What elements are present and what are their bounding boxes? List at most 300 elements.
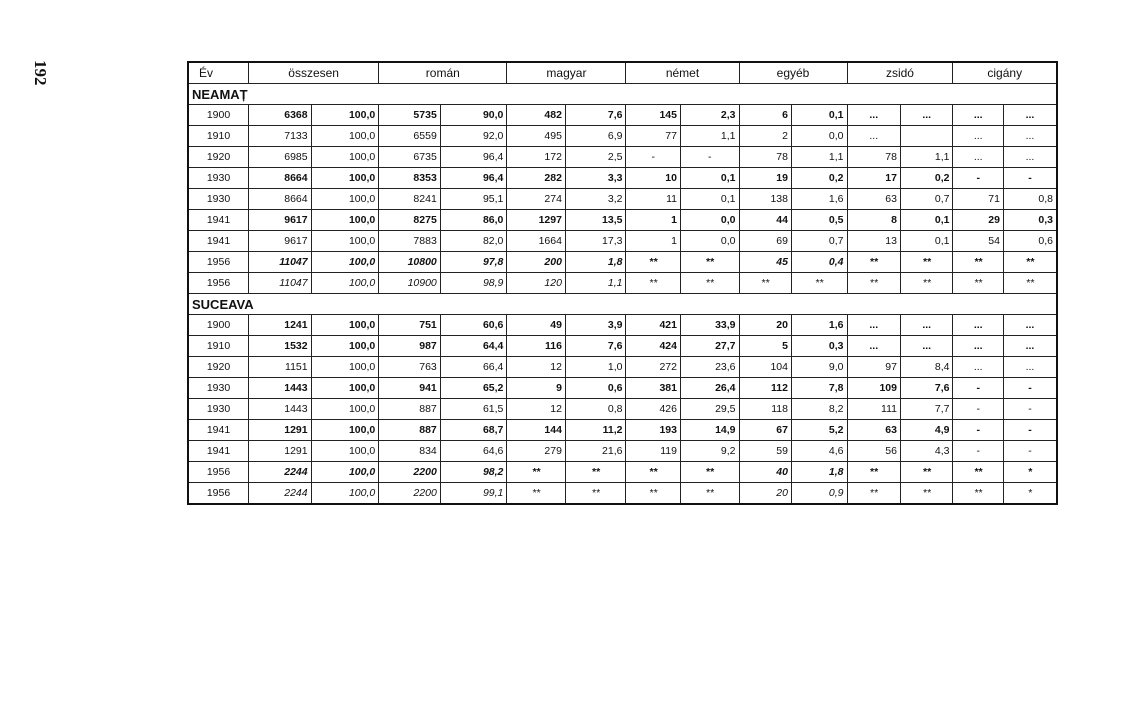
count-cell: 29: [953, 210, 1003, 231]
percent-cell: **: [680, 483, 739, 505]
percent-cell: 0,0: [680, 210, 739, 231]
percent-cell: -: [1003, 441, 1057, 462]
percent-cell: ...: [1003, 126, 1057, 147]
percent-cell: 4,3: [900, 441, 952, 462]
count-cell: 2200: [379, 483, 441, 505]
percent-cell: 3,2: [565, 189, 626, 210]
percent-cell: **: [1003, 273, 1057, 294]
count-cell: 9: [507, 378, 566, 399]
percent-cell: 0,1: [680, 168, 739, 189]
count-cell: 2244: [249, 483, 312, 505]
count-cell: 8: [847, 210, 900, 231]
percent-cell: 7,6: [565, 105, 626, 126]
count-cell: 59: [739, 441, 791, 462]
count-cell: 20: [739, 483, 791, 505]
percent-cell: 2,5: [565, 147, 626, 168]
count-cell: -: [953, 168, 1003, 189]
percent-cell: 98,2: [440, 462, 507, 483]
count-cell: 109: [847, 378, 900, 399]
count-cell: 7133: [249, 126, 312, 147]
percent-cell: 68,7: [440, 420, 507, 441]
percent-cell: 9,0: [791, 357, 847, 378]
percent-cell: 1,8: [791, 462, 847, 483]
percent-cell: ...: [900, 315, 952, 336]
count-cell: 5735: [379, 105, 441, 126]
year-cell: 1941: [188, 231, 249, 252]
percent-cell: 26,4: [680, 378, 739, 399]
percent-cell: 95,1: [440, 189, 507, 210]
count-cell: 274: [507, 189, 566, 210]
percent-cell: 8,4: [900, 357, 952, 378]
count-cell: -: [953, 399, 1003, 420]
percent-cell: 0,7: [791, 231, 847, 252]
table-row: [188, 126, 1057, 147]
year-cell: 1920: [188, 357, 249, 378]
count-cell: **: [626, 252, 680, 273]
count-cell: 9617: [249, 210, 312, 231]
percent-cell: **: [680, 462, 739, 483]
count-cell: 20: [739, 315, 791, 336]
percent-cell: -: [1003, 399, 1057, 420]
count-cell: 44: [739, 210, 791, 231]
count-cell: ...: [953, 147, 1003, 168]
section-title: NEAMAȚ: [188, 84, 1057, 105]
percent-cell: 100,0: [311, 336, 379, 357]
count-cell: 193: [626, 420, 680, 441]
count-cell: 119: [626, 441, 680, 462]
percent-cell: **: [680, 273, 739, 294]
percent-cell: 82,0: [440, 231, 507, 252]
count-cell: 1241: [249, 315, 312, 336]
percent-cell: 0,8: [1003, 189, 1057, 210]
percent-cell: **: [565, 462, 626, 483]
percent-cell: 1,6: [791, 189, 847, 210]
count-cell: 9617: [249, 231, 312, 252]
percent-cell: 65,2: [440, 378, 507, 399]
count-cell: 763: [379, 357, 441, 378]
percent-cell: **: [791, 273, 847, 294]
percent-cell: 64,4: [440, 336, 507, 357]
count-cell: 17: [847, 168, 900, 189]
count-cell: 40: [739, 462, 791, 483]
table-row: [188, 147, 1057, 168]
year-cell: 1930: [188, 378, 249, 399]
count-cell: 5: [739, 336, 791, 357]
percent-cell: **: [900, 252, 952, 273]
percent-cell: 21,6: [565, 441, 626, 462]
count-cell: 282: [507, 168, 566, 189]
percent-cell: ...: [1003, 105, 1057, 126]
percent-cell: -: [1003, 168, 1057, 189]
count-cell: **: [847, 252, 900, 273]
count-cell: 6559: [379, 126, 441, 147]
percent-cell: ...: [900, 336, 952, 357]
percent-cell: 100,0: [311, 168, 379, 189]
percent-cell: 0,4: [791, 252, 847, 273]
table-row: [188, 105, 1057, 126]
count-cell: **: [953, 252, 1003, 273]
count-cell: **: [953, 273, 1003, 294]
percent-cell: 100,0: [311, 378, 379, 399]
table-row: [188, 231, 1057, 252]
percent-cell: 8,2: [791, 399, 847, 420]
count-cell: 1: [626, 210, 680, 231]
count-cell: 1532: [249, 336, 312, 357]
table-row: [188, 210, 1057, 231]
count-cell: 11047: [249, 273, 312, 294]
percent-cell: 5,2: [791, 420, 847, 441]
column-header-roman: román: [379, 62, 507, 84]
table-row: [188, 441, 1057, 462]
count-cell: -: [626, 147, 680, 168]
count-cell: 13: [847, 231, 900, 252]
count-cell: 144: [507, 420, 566, 441]
count-cell: **: [953, 483, 1003, 505]
count-cell: 987: [379, 336, 441, 357]
percent-cell: 0,2: [900, 168, 952, 189]
count-cell: 19: [739, 168, 791, 189]
section-row: [188, 84, 1057, 105]
percent-cell: -: [680, 147, 739, 168]
percent-cell: **: [900, 462, 952, 483]
percent-cell: *: [1003, 483, 1057, 505]
count-cell: 54: [953, 231, 1003, 252]
percent-cell: 100,0: [311, 483, 379, 505]
count-cell: -: [953, 378, 1003, 399]
count-cell: 8353: [379, 168, 441, 189]
count-cell: 118: [739, 399, 791, 420]
count-cell: 1443: [249, 378, 312, 399]
count-cell: 421: [626, 315, 680, 336]
percent-cell: 13,5: [565, 210, 626, 231]
table-row: [188, 483, 1057, 505]
count-cell: ...: [847, 105, 900, 126]
year-cell: 1900: [188, 105, 249, 126]
count-cell: 887: [379, 420, 441, 441]
percent-cell: 33,9: [680, 315, 739, 336]
count-cell: 887: [379, 399, 441, 420]
count-cell: 10800: [379, 252, 441, 273]
column-header-cigany: cigány: [953, 62, 1057, 84]
percent-cell: ...: [1003, 336, 1057, 357]
percent-cell: 27,7: [680, 336, 739, 357]
count-cell: 1151: [249, 357, 312, 378]
count-cell: 6985: [249, 147, 312, 168]
percent-cell: 100,0: [311, 210, 379, 231]
percent-cell: 96,4: [440, 147, 507, 168]
count-cell: 116: [507, 336, 566, 357]
percent-cell: 7,7: [900, 399, 952, 420]
percent-cell: 0,1: [900, 231, 952, 252]
count-cell: 11: [626, 189, 680, 210]
percent-cell: 100,0: [311, 315, 379, 336]
year-cell: 1920: [188, 147, 249, 168]
percent-cell: **: [900, 483, 952, 505]
percent-cell: [900, 126, 952, 147]
percent-cell: 100,0: [311, 231, 379, 252]
table-body: [188, 84, 1057, 505]
count-cell: 112: [739, 378, 791, 399]
percent-cell: 60,6: [440, 315, 507, 336]
count-cell: 8664: [249, 189, 312, 210]
percent-cell: 100,0: [311, 441, 379, 462]
percent-cell: *: [1003, 462, 1057, 483]
count-cell: ...: [953, 336, 1003, 357]
count-cell: 77: [626, 126, 680, 147]
percent-cell: 1,1: [565, 273, 626, 294]
count-cell: 111: [847, 399, 900, 420]
count-cell: 45: [739, 252, 791, 273]
count-cell: 834: [379, 441, 441, 462]
percent-cell: 2,3: [680, 105, 739, 126]
year-cell: 1930: [188, 168, 249, 189]
count-cell: 1664: [507, 231, 566, 252]
percent-cell: 100,0: [311, 105, 379, 126]
count-cell: **: [847, 273, 900, 294]
percent-cell: 92,0: [440, 126, 507, 147]
percent-cell: 100,0: [311, 147, 379, 168]
percent-cell: 100,0: [311, 273, 379, 294]
header-row: [188, 62, 1057, 84]
count-cell: 8241: [379, 189, 441, 210]
percent-cell: 0,5: [791, 210, 847, 231]
percent-cell: 6,9: [565, 126, 626, 147]
count-cell: **: [507, 483, 566, 505]
year-cell: 1930: [188, 189, 249, 210]
percent-cell: 14,9: [680, 420, 739, 441]
percent-cell: **: [900, 273, 952, 294]
percent-cell: 0,9: [791, 483, 847, 505]
percent-cell: 100,0: [311, 399, 379, 420]
percent-cell: 1,6: [791, 315, 847, 336]
table-row: [188, 378, 1057, 399]
percent-cell: 4,6: [791, 441, 847, 462]
percent-cell: 100,0: [311, 357, 379, 378]
count-cell: ...: [847, 315, 900, 336]
count-cell: **: [739, 273, 791, 294]
count-cell: 138: [739, 189, 791, 210]
count-cell: **: [953, 462, 1003, 483]
year-cell: 1956: [188, 462, 249, 483]
count-cell: **: [626, 462, 680, 483]
table-row: [188, 399, 1057, 420]
column-header-zsido: zsidó: [847, 62, 953, 84]
percent-cell: 0,0: [680, 231, 739, 252]
percent-cell: 0,6: [1003, 231, 1057, 252]
percent-cell: 3,3: [565, 168, 626, 189]
year-cell: 1900: [188, 315, 249, 336]
count-cell: 381: [626, 378, 680, 399]
count-cell: ...: [847, 336, 900, 357]
count-cell: 941: [379, 378, 441, 399]
percent-cell: 96,4: [440, 168, 507, 189]
table-row: [188, 189, 1057, 210]
percent-cell: 97,8: [440, 252, 507, 273]
count-cell: 56: [847, 441, 900, 462]
year-cell: 1941: [188, 420, 249, 441]
table-row: [188, 315, 1057, 336]
count-cell: 78: [739, 147, 791, 168]
count-cell: ...: [847, 126, 900, 147]
percent-cell: 7,8: [791, 378, 847, 399]
count-cell: 6735: [379, 147, 441, 168]
count-cell: 7883: [379, 231, 441, 252]
count-cell: ...: [953, 126, 1003, 147]
count-cell: 751: [379, 315, 441, 336]
percent-cell: 1,1: [900, 147, 952, 168]
count-cell: ...: [953, 315, 1003, 336]
count-cell: 6368: [249, 105, 312, 126]
table-row: [188, 168, 1057, 189]
percent-cell: 100,0: [311, 189, 379, 210]
percent-cell: 100,0: [311, 462, 379, 483]
percent-cell: 0,2: [791, 168, 847, 189]
percent-cell: 4,9: [900, 420, 952, 441]
count-cell: 10: [626, 168, 680, 189]
count-cell: 12: [507, 399, 566, 420]
percent-cell: 7,6: [565, 336, 626, 357]
count-cell: 71: [953, 189, 1003, 210]
percent-cell: ...: [1003, 147, 1057, 168]
count-cell: 10900: [379, 273, 441, 294]
count-cell: 120: [507, 273, 566, 294]
count-cell: 104: [739, 357, 791, 378]
percent-cell: **: [1003, 252, 1057, 273]
count-cell: 424: [626, 336, 680, 357]
count-cell: 2200: [379, 462, 441, 483]
table-row: [188, 252, 1057, 273]
percent-cell: 23,6: [680, 357, 739, 378]
column-header-year: Év: [188, 62, 249, 84]
count-cell: **: [626, 273, 680, 294]
column-header-nemet: német: [626, 62, 739, 84]
percent-cell: **: [565, 483, 626, 505]
percent-cell: 0,3: [1003, 210, 1057, 231]
percent-cell: 99,1: [440, 483, 507, 505]
page-number: 192: [31, 60, 50, 86]
count-cell: 172: [507, 147, 566, 168]
count-cell: 426: [626, 399, 680, 420]
percent-cell: 11,2: [565, 420, 626, 441]
column-header-total: összesen: [249, 62, 379, 84]
percent-cell: -: [1003, 420, 1057, 441]
percent-cell: 100,0: [311, 126, 379, 147]
table-row: [188, 462, 1057, 483]
percent-cell: 66,4: [440, 357, 507, 378]
count-cell: 145: [626, 105, 680, 126]
section-title: SUCEAVA: [188, 294, 1057, 315]
count-cell: -: [953, 441, 1003, 462]
percent-cell: 29,5: [680, 399, 739, 420]
year-cell: 1941: [188, 210, 249, 231]
table-row: [188, 357, 1057, 378]
count-cell: 8275: [379, 210, 441, 231]
year-cell: 1910: [188, 336, 249, 357]
percent-cell: 7,6: [900, 378, 952, 399]
count-cell: 2: [739, 126, 791, 147]
percent-cell: 1,1: [680, 126, 739, 147]
year-cell: 1941: [188, 441, 249, 462]
percent-cell: 0,6: [565, 378, 626, 399]
count-cell: **: [847, 483, 900, 505]
percent-cell: 61,5: [440, 399, 507, 420]
year-cell: 1956: [188, 273, 249, 294]
percent-cell: 1,8: [565, 252, 626, 273]
percent-cell: 64,6: [440, 441, 507, 462]
column-header-magyar: magyar: [507, 62, 626, 84]
count-cell: **: [507, 462, 566, 483]
column-header-egyeb: egyéb: [739, 62, 847, 84]
year-cell: 1956: [188, 483, 249, 505]
count-cell: 2244: [249, 462, 312, 483]
percent-cell: 100,0: [311, 420, 379, 441]
percent-cell: 0,1: [680, 189, 739, 210]
count-cell: 67: [739, 420, 791, 441]
year-cell: 1910: [188, 126, 249, 147]
percent-cell: 1,1: [791, 147, 847, 168]
count-cell: 69: [739, 231, 791, 252]
count-cell: ...: [953, 105, 1003, 126]
count-cell: 12: [507, 357, 566, 378]
count-cell: 6: [739, 105, 791, 126]
count-cell: 97: [847, 357, 900, 378]
count-cell: 200: [507, 252, 566, 273]
count-cell: 11047: [249, 252, 312, 273]
count-cell: 1: [626, 231, 680, 252]
table-row: [188, 336, 1057, 357]
count-cell: 8664: [249, 168, 312, 189]
count-cell: 63: [847, 189, 900, 210]
count-cell: 279: [507, 441, 566, 462]
percent-cell: 98,9: [440, 273, 507, 294]
year-cell: 1930: [188, 399, 249, 420]
percent-cell: 1,0: [565, 357, 626, 378]
count-cell: 482: [507, 105, 566, 126]
count-cell: 1291: [249, 420, 312, 441]
count-cell: 63: [847, 420, 900, 441]
percent-cell: -: [1003, 378, 1057, 399]
count-cell: -: [953, 420, 1003, 441]
count-cell: 1297: [507, 210, 566, 231]
count-cell: 272: [626, 357, 680, 378]
count-cell: **: [626, 483, 680, 505]
percent-cell: 0,1: [791, 105, 847, 126]
table-row: [188, 420, 1057, 441]
percent-cell: ...: [1003, 357, 1057, 378]
percent-cell: **: [680, 252, 739, 273]
count-cell: 49: [507, 315, 566, 336]
percent-cell: 0,0: [791, 126, 847, 147]
section-row: [188, 294, 1057, 315]
percent-cell: 86,0: [440, 210, 507, 231]
percent-cell: 0,8: [565, 399, 626, 420]
count-cell: 1443: [249, 399, 312, 420]
count-cell: 1291: [249, 441, 312, 462]
percent-cell: 100,0: [311, 252, 379, 273]
table-row: [188, 273, 1057, 294]
count-cell: **: [847, 462, 900, 483]
percent-cell: ...: [900, 105, 952, 126]
percent-cell: 9,2: [680, 441, 739, 462]
year-cell: 1956: [188, 252, 249, 273]
percent-cell: 0,7: [900, 189, 952, 210]
count-cell: ...: [953, 357, 1003, 378]
percent-cell: 0,1: [900, 210, 952, 231]
percent-cell: 0,3: [791, 336, 847, 357]
percent-cell: 90,0: [440, 105, 507, 126]
count-cell: 495: [507, 126, 566, 147]
count-cell: 78: [847, 147, 900, 168]
